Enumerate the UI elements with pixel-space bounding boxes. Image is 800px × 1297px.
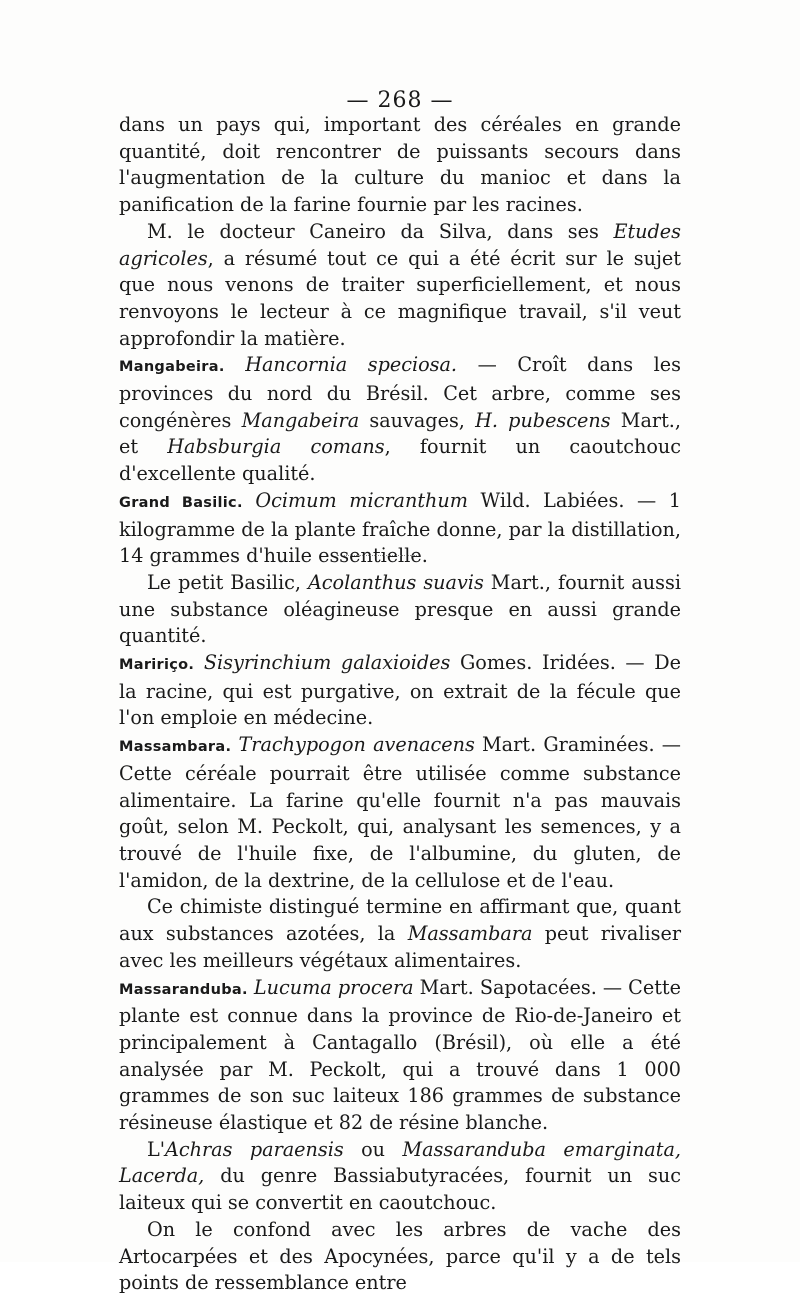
page-body [119, 112, 681, 1297]
species-name: Achras paraensis [165, 1137, 344, 1161]
entry-maririco: Maririço. Sisyrinchium galaxioides Gomes. Iridées. — De la racine, qui est purgative, on extrait de la fécule que l'on emploie en médecine. [119, 651, 681, 730]
entry-massaranduba: Massaranduba. Lucuma procera Mart. Sapotacées. — Cette plante est connue dans la province de Rio-de-Janeiro et principalement à Cantagallo (Brésil), où elle a été analysée par M. Peckolt, qui a trouvé dans 1 000 grammes de son suc laiteux 186 grammes de substance résineuse élastique et 82 de résine blanche. [119, 975, 681, 1135]
paragraph-petit-basilic: Le petit Basilic, Acolanthus suavis Mart., fournit aussi une substance oléagineuse presque en aussi grande quantité. [119, 570, 681, 648]
entry-term: Massaranduba. [119, 981, 248, 998]
paragraph-achras: L'Achras paraensis ou Massaranduba emarginata, Lacerda, du genre Bassiabutyracées, fournit un suc laiteux qui se convertit en caoutchouc. [119, 1137, 681, 1215]
entry-mangabeira: Mangabeira. Hancornia speciosa. — Croît dans les provinces du nord du Brésil. Cet arbre, comme ses congénères Mangabeira sauvages, H. pubescens Mart., et Habsburgia comans, fournit un caoutchouc d'excellente qualité. [119, 353, 681, 486]
paragraph-confusion: On le confond avec les arbres de vache des Artocarpées et des Apocynées, parce qu'il y a de tels points de ressemblance entre [119, 1217, 681, 1295]
paragraph-chimiste: Ce chimiste distingué termine en affirmant que, quant aux substances azotées, la Massambara peut rivaliser avec les meilleurs végétaux alimentaires. [119, 895, 681, 972]
entry-massambara: Massambara. Trachypogon avenacens Mart. Graminées. — Cette céréale pourrait être utilisée comme substance alimentaire. La farine qu'elle fournit n'a pas mauvais goût, selon M. Peckolt, qui, analysant les semences, y a trouvé de l'huile fixe, de l'albumine, du gluten, de l'amidon, de la dextrine, de la cellulose et de l'eau. [119, 733, 681, 892]
paragraph-caneiro: M. le docteur Caneiro da Silva, dans ses Etudes agricoles, a résumé tout ce qui a été écrit sur le sujet que nous venons de traiter superficiellement, et nous renvoyons le lecteur à ce magnifique travail, s'il veut approfondir la matière. [119, 219, 681, 350]
entry-term: Mangabeira. [119, 359, 225, 376]
species-name: Trachypogon avenacens [238, 733, 475, 757]
species-name: Ocimum micranthum [255, 488, 468, 512]
paragraph-manioc: dans un pays qui, important des céréales en grande quantité, doit rencontrer de puissants secours dans l'augmentation de la culture du manioc et dans la panification de la farine fournie par les racines. [119, 113, 681, 217]
entry-grand-basilic: Grand Basilic. Ocimum micranthum Wild. Labiées. — 1 kilogramme de la plante fraîche donne, par la distillation, 14 grammes d'huile essentielle. [119, 488, 681, 568]
species-name: Lucuma procera [253, 975, 414, 999]
book-title: Etudes agricoles [119, 219, 681, 270]
species-name: Hancornia speciosa. [245, 353, 458, 377]
species-name: Acolanthus suavis [307, 570, 484, 594]
entry-term: Massambara. [119, 739, 232, 756]
entry-term: Grand Basilic. [119, 494, 243, 511]
species-name: Sisyrinchium galaxioides [203, 651, 451, 675]
page-number: — 268 — [346, 88, 454, 113]
entry-term: Maririço. [119, 657, 195, 674]
